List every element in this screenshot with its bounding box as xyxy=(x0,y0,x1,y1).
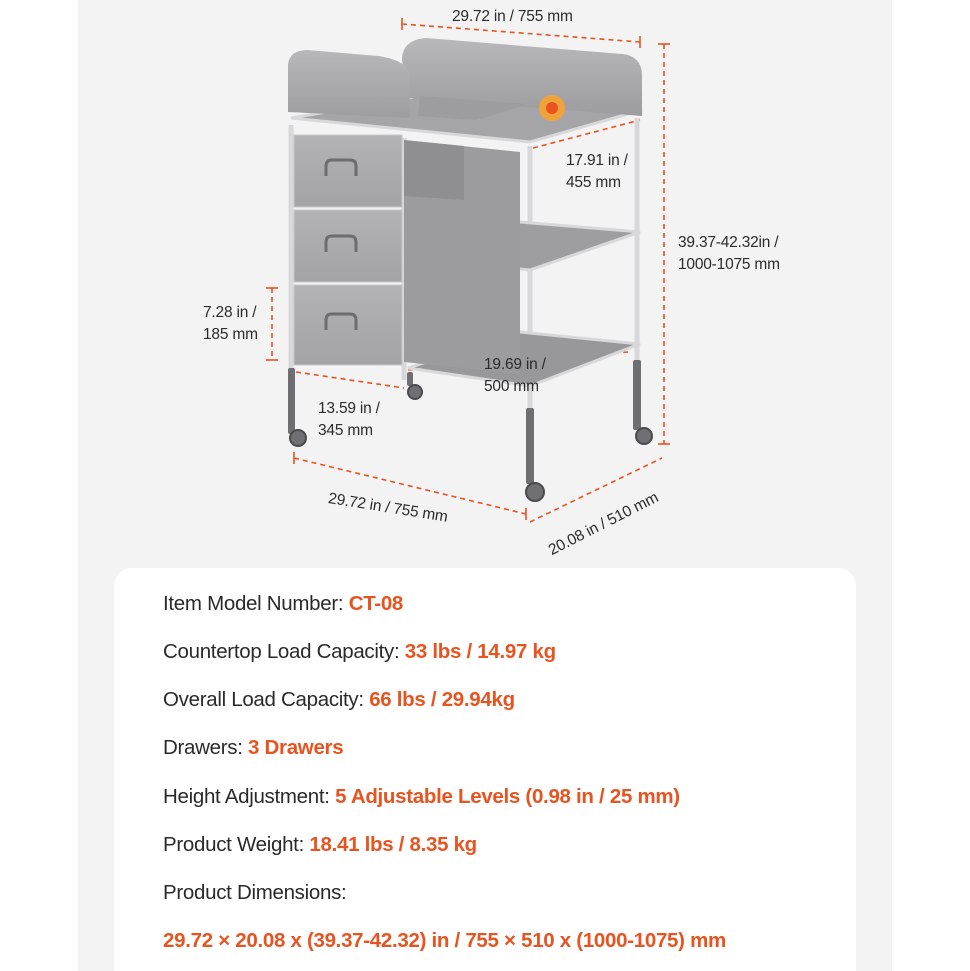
spec-card xyxy=(114,568,856,971)
pad-pattern xyxy=(539,95,565,121)
drawer-height-line-1: 7.28 in / xyxy=(203,304,257,321)
spec-label: Countertop Load Capacity: xyxy=(163,640,405,663)
spec-label: Product Dimensions: xyxy=(163,881,347,904)
spec-label: Product Weight: xyxy=(163,833,310,856)
shelf-depth-line-1: 19.69 in / xyxy=(484,356,546,373)
spec-model xyxy=(163,590,403,618)
base-depth-label: 20.08 in / 510 mm xyxy=(545,488,662,559)
spec-value: 5 Adjustable Levels (0.98 in / 25 mm) xyxy=(335,785,680,808)
drawer-width-label xyxy=(318,398,380,442)
shelf-depth-line-2: 500 mm xyxy=(484,378,539,395)
spec-value: 66 lbs / 29.94kg xyxy=(369,688,515,711)
shelf-depth-label xyxy=(484,354,546,398)
spec-value: 3 Drawers xyxy=(248,736,344,759)
drawers xyxy=(294,135,402,365)
tray-depth-line-1: 17.91 in / xyxy=(566,152,628,169)
tray-depth-label xyxy=(566,150,628,194)
spec-value: 29.72 × 20.08 x (39.37-42.32) in / 755 × 510 x (1000-1075) mm xyxy=(163,929,726,952)
spec-height-adjustment xyxy=(163,783,680,811)
spec-product-dimensions xyxy=(163,879,346,907)
drawer-height-label xyxy=(203,302,258,346)
spec-value: CT-08 xyxy=(348,592,404,615)
height-label xyxy=(678,232,780,276)
spec-countertop-load xyxy=(163,638,556,666)
drawer-height-line-2: 185 mm xyxy=(203,326,258,343)
spec-product-dimensions-value xyxy=(163,927,726,955)
drawer-width-line-1: 13.59 in / xyxy=(318,400,380,417)
height-line-1: 39.37-42.32in / xyxy=(678,234,779,251)
spec-product-weight xyxy=(163,831,477,859)
tray-depth-line-2: 455 mm xyxy=(566,174,621,191)
drawer-width-line-2: 345 mm xyxy=(318,422,373,439)
spec-label: Height Adjustment: xyxy=(163,785,336,808)
spec-label: Item Model Number: xyxy=(163,592,349,615)
top-width-label: 29.72 in / 755 mm xyxy=(452,8,573,25)
base-width-label: 29.72 in / 755 mm xyxy=(327,489,449,526)
pad-left xyxy=(288,50,410,118)
spec-label: Overall Load Capacity: xyxy=(163,688,370,711)
spec-value: 33 lbs / 14.97 kg xyxy=(404,640,556,663)
spec-overall-load xyxy=(163,686,515,714)
height-line-2: 1000-1075 mm xyxy=(678,256,780,273)
spec-value: 18.41 lbs / 8.35 kg xyxy=(309,833,477,856)
spec-drawers xyxy=(163,734,343,762)
spec-label: Drawers: xyxy=(163,736,249,759)
